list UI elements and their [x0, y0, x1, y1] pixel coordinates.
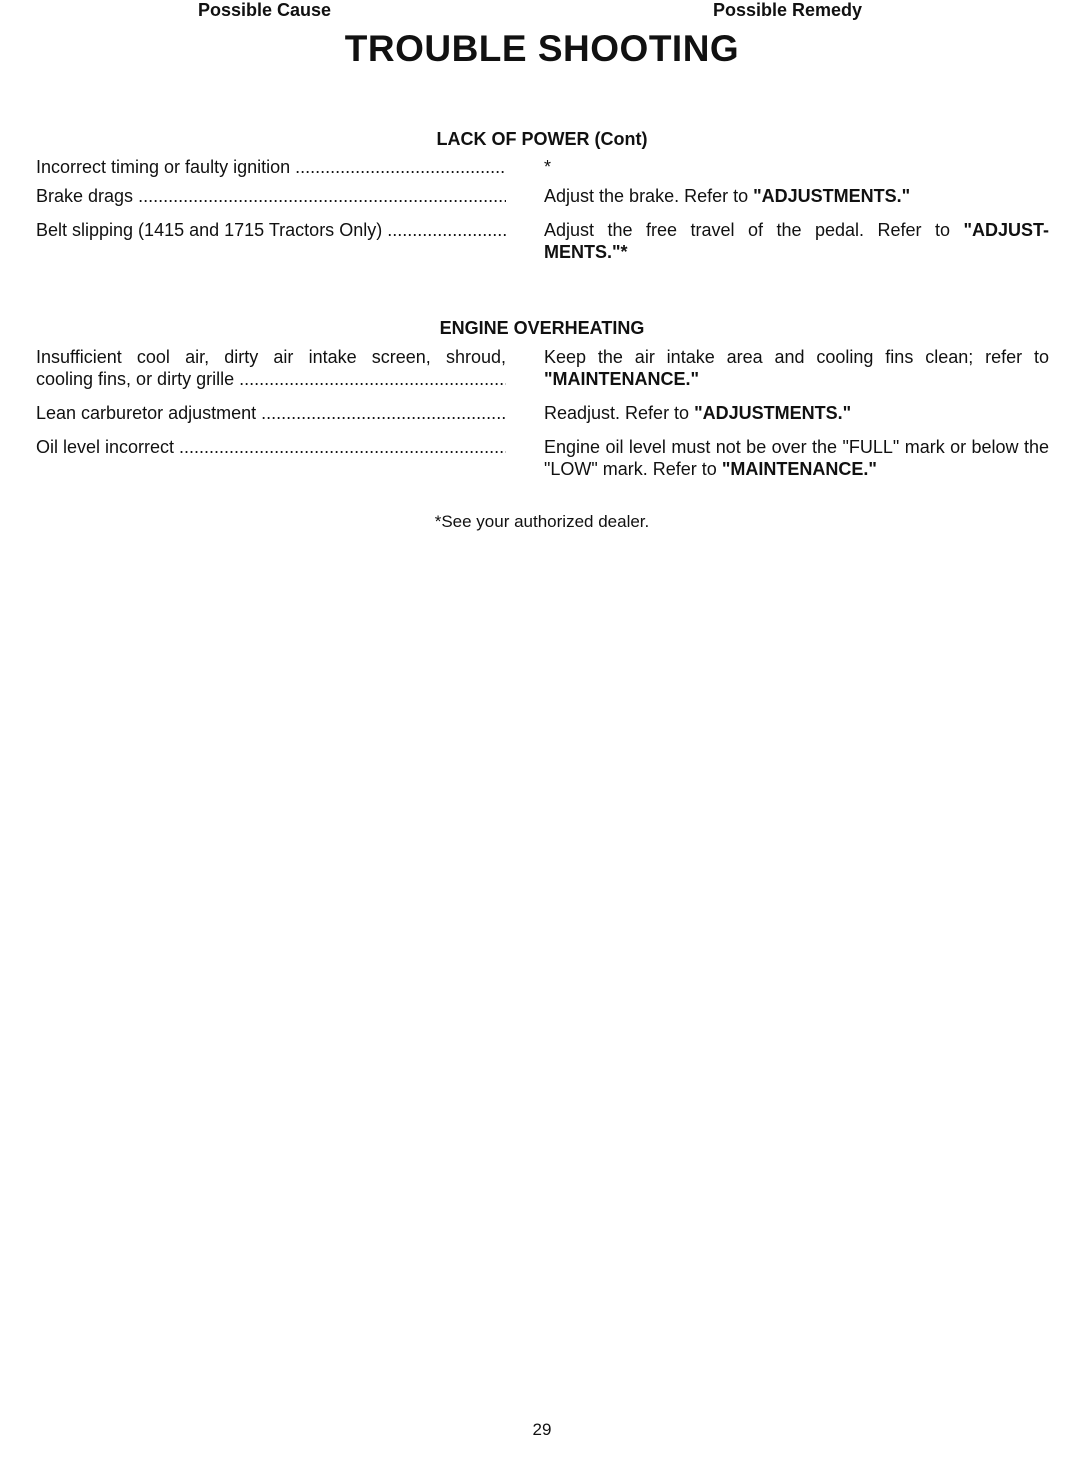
cause-text: Incorrect timing or faulty ignition ..... [36, 156, 506, 178]
cause-text: Belt slipping (1415 and 1715 Tractors Only) ..... [36, 219, 506, 241]
possible-remedy-header: Possible Remedy [713, 0, 863, 20]
remedy-text: * [544, 157, 552, 177]
cause-text: Brake drags ..... [36, 185, 506, 207]
section-heading-engine-overheating: ENGINE OVERHEATING [439, 318, 645, 338]
footnote: *See your authorized dealer. [434, 512, 650, 531]
remedy-text: Engine oil level must not be over the "FULL" mark or below the "LOW" mark. Refer to "MAINTENANCE." [544, 437, 1049, 479]
page-number: 29 [532, 1420, 552, 1439]
cause-text: Oil level incorrect ..... [36, 436, 506, 458]
cause-text: Lean carburetor adjustment ..... [36, 402, 506, 424]
cause-text: Insufficient cool air, dirty air intake screen, shroud, cooling fins, or dirty grille ..... [36, 346, 506, 390]
remedy-text: Readjust. Refer to "ADJUSTMENTS." [544, 403, 852, 423]
possible-cause-header: Possible Cause [198, 0, 332, 20]
remedy-text: Keep the air intake area and cooling fins clean; refer to "MAINTENANCE." [544, 347, 1049, 389]
page-title: TROUBLE SHOOTING [344, 28, 740, 69]
remedy-text: Adjust the brake. Refer to "ADJUSTMENTS." [544, 186, 911, 206]
section-heading-lack-of-power: LACK OF POWER (Cont) [436, 129, 648, 149]
remedy-text: Adjust the free travel of the pedal. Refer to "ADJUST-MENTS."* [544, 220, 1049, 262]
